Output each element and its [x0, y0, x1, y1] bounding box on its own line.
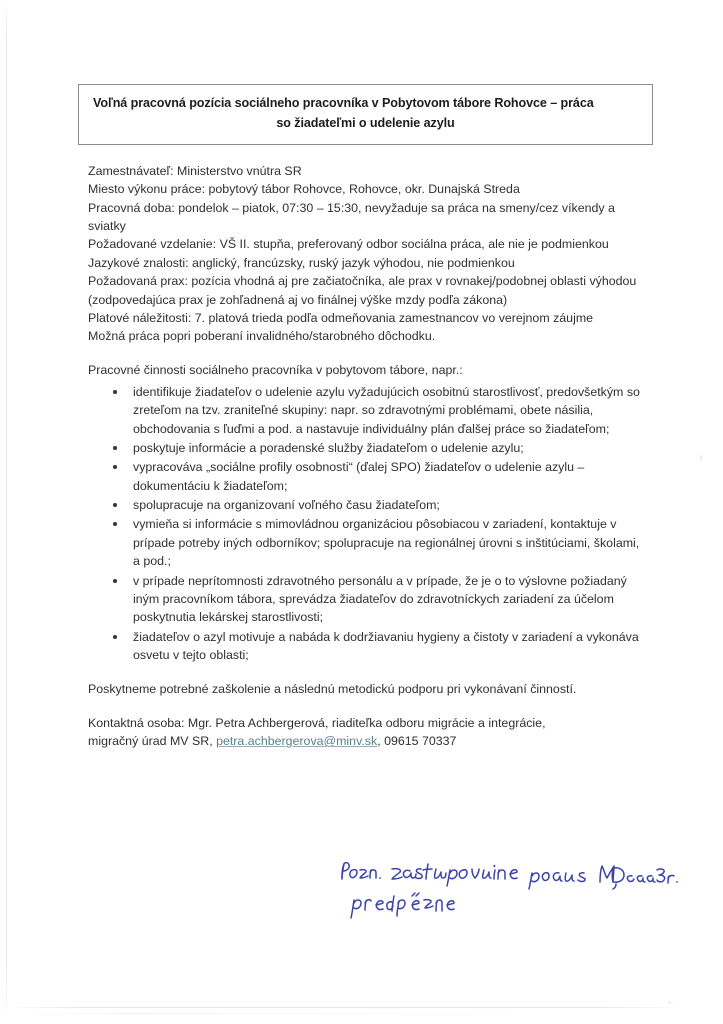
- job-details-block: [88, 162, 640, 346]
- duty-item: spolupracuje na organizovaní voľného času žiadateľom;: [88, 496, 640, 514]
- scan-edge-bottom-secondary: [10, 1013, 603, 1014]
- duties-list: [88, 383, 640, 664]
- contact-email-link[interactable]: petra.achbergerova@minv.sk: [216, 734, 378, 749]
- duty-item: v prípade neprítomnosti zdravotného personálu a v prípade, že je o to výslovne požiadaný iným pracovníkom tábora, sprevádza žiadateľov do zdravotníckych zariadení za účelom poskytnutia lekárskej starostlivosti;: [88, 572, 640, 627]
- duty-item: vypracováva „sociálne profily osobnosti“ (ďalej SPO) žiadateľov o udelenie azylu – dokumentáciu k žiadateľom;: [88, 458, 640, 495]
- duty-item: poskytuje informácie a poradenské služby žiadateľom o udelenie azylu;: [88, 439, 640, 457]
- training-note: Poskytneme potrebné zaškolenie a následnú metodickú podporu pri vykonávaní činností.: [88, 682, 577, 697]
- detail-working-hours: Pracovná doba: pondelok – piatok, 07:30 – 15:30, nevyžaduje sa práca na smeny/cez víkendy a sviatky: [88, 200, 615, 234]
- scan-edge-left: [6, 0, 7, 1024]
- detail-pension-note: Možná práca popri poberaní invalidného/starobného dôchodku.: [88, 329, 436, 344]
- detail-education: Požadované vzdelanie: VŠ II. stupňa, preferovaný odbor sociálna práca, ale nie je podmienkou: [88, 237, 609, 252]
- document-title-box: [78, 84, 653, 145]
- scan-edge-bottom: [8, 1007, 683, 1008]
- contact-phone-suffix: , 09615 70337: [377, 734, 457, 749]
- scan-speck: [700, 455, 702, 461]
- detail-languages: Jazykové znalosti: anglický, francúzsky, ruský jazyk výhodou, nie podmienkou: [88, 255, 515, 270]
- document-title-line-1: Voľná pracovná pozícia sociálneho pracovníka v Pobytovom tábore Rohovce – práca: [93, 96, 594, 110]
- detail-employer: Zamestnávateľ: Ministerstvo vnútra SR: [88, 164, 302, 178]
- contact-line-1: Kontaktná osoba: Mgr. Petra Achbergerová, riaditeľka odboru migrácie a integrácie,: [88, 715, 546, 730]
- duty-item: žiadateľov o azyl motivuje a nabáda k dodržiavaniu hygieny a čistoty v zariadení a vykonáva osvetu v tejto oblasti;: [88, 628, 640, 665]
- duties-intro: Pracovné činnosti sociálneho pracovníka v pobytovom tábore, napr.:: [88, 362, 463, 377]
- document-body: [88, 162, 640, 750]
- detail-experience: Požadovaná prax: pozícia vhodná aj pre začiatočníka, ale prax v rovnakej/podobnej oblasti výhodou (zodpovedajúca prax je zohľadnená aj vo finálnej výške mzdy podľa zákona): [88, 274, 637, 307]
- document-title-line-2: so žiadateľmi o udelenie azylu: [276, 115, 455, 130]
- contact-line-2: [88, 732, 640, 750]
- detail-salary: Platové náležitosti: 7. platová trieda podľa odmeňovania zamestnancov vo verejnom záujme: [88, 310, 594, 325]
- contact-office-prefix: migračný úrad MV SR,: [88, 734, 217, 749]
- handwritten-annotation: [336, 856, 666, 936]
- scan-speck: [668, 1001, 671, 1004]
- duty-item: identifikuje žiadateľov o udelenie azylu vyžadujúcich osobitnú starostlivosť, predovšetkým so zreteľom na tzv. zraniteľné skupiny: napr. so zdravotnými problémami, obete násilia, obchodovania s ľuďmi a pod. a nastavuje individuálny plán ďalšej práce so žiadateľom;: [88, 383, 640, 438]
- duty-item: vymieňa si informácie s mimovládnou organizáciou pôsobiacou v zariadení, kontaktuje v prípade potreby iných odborníkov; spolupracuje na regionálnej úrovni s inštitúciami, školami, a pod.;: [88, 515, 640, 570]
- detail-location: Miesto výkonu práce: pobytový tábor Rohovce, Rohovce, okr. Dunajská Streda: [88, 182, 520, 197]
